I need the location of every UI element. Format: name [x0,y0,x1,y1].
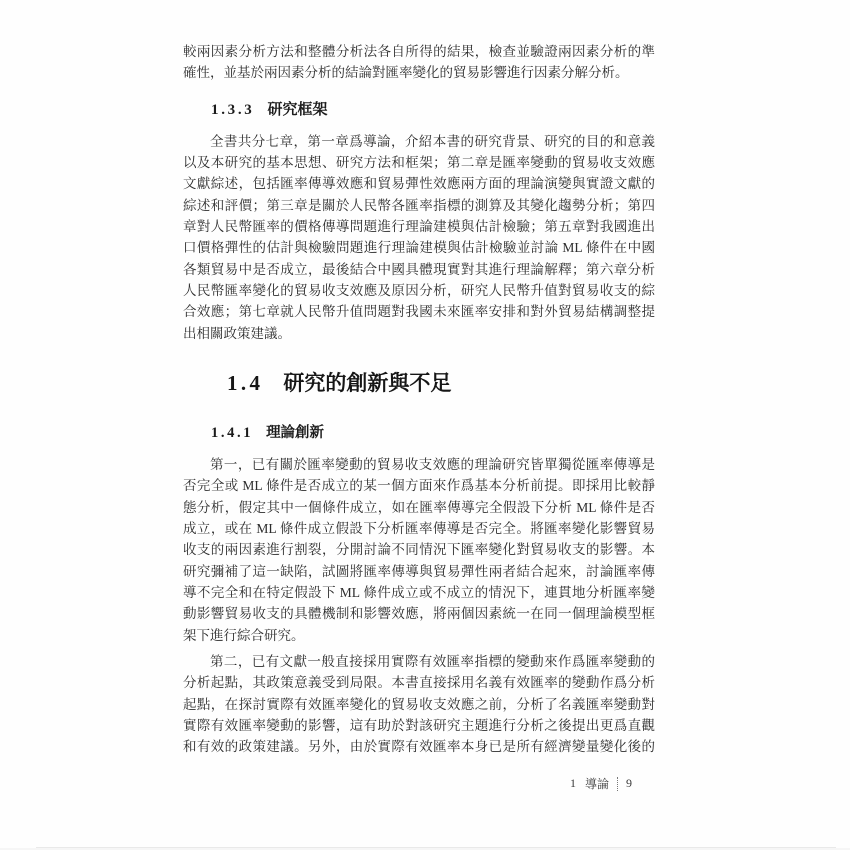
text-line: 口價格彈性的估計與檢驗問題進行理論建模與估計檢驗並討論 ML 條件在中國 [183,240,655,256]
text-line: 實際有效匯率變動的影響，這有助於對該研究主題進行分析之後提出更爲直觀 [183,717,655,733]
section-number: 1.4.1 [211,424,254,441]
text-line: 合效應；第七章就人民幣升值問題對我國未來匯率安排和對外貿易結構調整提 [183,304,655,320]
section-title: 研究的創新與不足 [283,370,452,395]
text-line: 第二，已有文獻一般直接採用實際有效匯率指標的變動來作爲匯率變動的 [210,653,655,669]
section-title: 理論創新 [266,424,325,441]
text-line: 和有效的政策建議。另外，由於實際有效匯率本身已是所有經濟變量變化後的 [183,739,655,755]
chapter-overview-paragraph [183,131,655,344]
continuation-paragraph [183,41,655,84]
text-line: 第一，已有關於匯率變動的貿易收支效應的理論研究皆單獨從匯率傳導是 [210,456,655,472]
text-line: 否完全或 ML 條件是否成立的某一個方面來作爲基本分析前提。即採用比較靜 [183,478,655,494]
text-line: 以及本研究的基本思想、研究方法和框架；第二章是匯率變動的貿易收支效應 [183,154,655,170]
footer-dotted-divider [617,777,618,791]
section-number: 1.3.3 [211,101,255,118]
page-footer [570,775,632,792]
text-line: 出相關政策建議。 [183,325,291,341]
text-line: 動影響貿易收支的具體機制和影響效應，將兩個因素統一在同一個理論模型框 [183,606,655,622]
text-line: 態分析，假定其中一個條件成立，如在匯率傳導完全假設下分析 ML 條件是否 [183,499,655,515]
section-title: 研究框架 [267,101,328,118]
innovation-paragraph-1 [183,454,655,646]
section-heading-1-4-1 [183,423,655,443]
footer-chapter-title: 導論 [585,777,610,791]
footer-chapter-number: 1 [570,776,576,790]
text-line: 各類貿易中是否成立，最後結合中國具體現實對其進行理論解釋；第六章分析 [183,261,655,277]
section-number: 1.4 [227,370,264,395]
footer-page-number: 9 [626,776,633,790]
section-heading-1-4 [183,369,655,397]
text-line: 架下進行綜合研究。 [183,627,305,643]
text-line: 全書共分七章，第一章爲導論，介紹本書的研究背景、研究的目的和意義 [210,133,655,149]
text-line: 較兩因素分析方法和整體分析法各自所得的結果，檢查並驗證兩因素分析的準 [183,44,655,59]
innovation-paragraph-2 [183,651,655,758]
page-content-column [183,0,655,758]
text-line: 導不完全和在特定假設下 ML 條件成立或不成立的情況下，連貫地分析匯率變 [183,584,655,600]
text-line: 文獻綜述，包括匯率傳導效應和貿易彈性效應兩方面的理論演變與實證文獻的 [183,176,655,192]
text-line: 研究彌補了這一缺陷，試圖將匯率傳導與貿易彈性兩者結合起來，討論匯率傳 [183,563,655,579]
text-line: 綜述和評價；第三章是關於人民幣各匯率指標的測算及其變化趨勢分析；第四 [183,197,655,213]
text-line: 章對人民幣匯率的價格傳導問題進行理論建模與估計檢驗；第五章對我國進出 [183,218,655,234]
text-line: 人民幣匯率變化的貿易收支效應及原因分析，研究人民幣升值對貿易收支的綜 [183,282,655,298]
text-line: 成立，或在 ML 條件成立假設下分析匯率傳導是否完全。將匯率變化影響貿易 [183,520,655,536]
text-line: 起點，在探討實際有效匯率變化的貿易收支效應之前，分析了名義匯率變動對 [183,696,655,712]
text-line: 確性，並基於兩因素分析的結論對匯率變化的貿易影響進行因素分解分析。 [183,65,629,81]
text-line: 分析起點，其政策意義受到局限。本書直接採用名義有效匯率的變動作爲分析 [183,675,655,691]
text-line: 收支的兩因素進行割裂，分開討論不同情況下匯率變化對貿易收支的影響。本 [183,542,655,558]
section-heading-1-3-3 [183,100,655,120]
